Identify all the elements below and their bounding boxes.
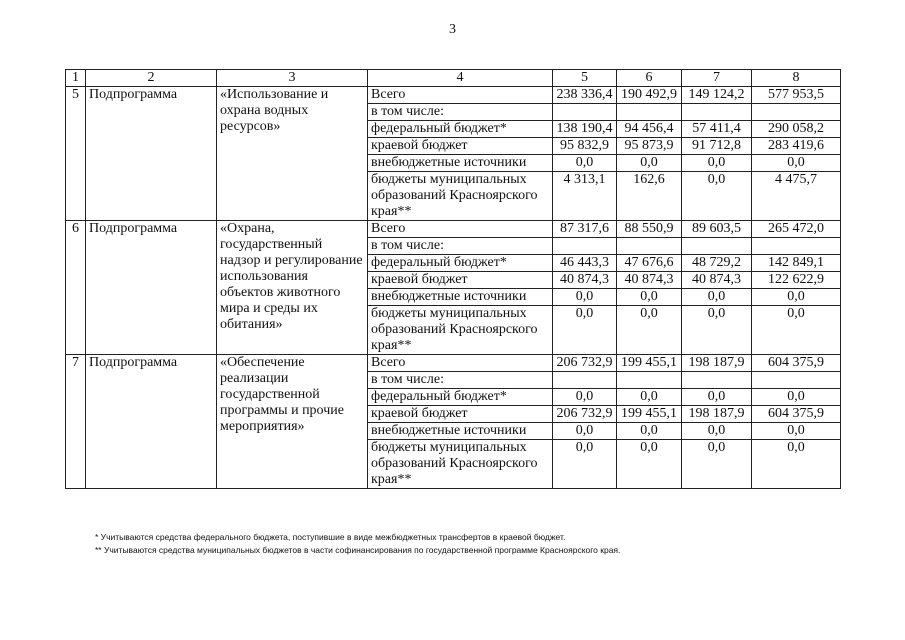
budget-table (65, 69, 841, 489)
amount-cell: 190 492,9 (617, 87, 682, 104)
page-number: 3 (449, 22, 456, 37)
amount-cell: 40 874,3 (682, 272, 752, 289)
amount-cell: 290 058,2 (752, 121, 841, 138)
amount-cell: 0,0 (553, 389, 617, 406)
amount-cell: 0,0 (752, 306, 841, 355)
funding-source-label: Всего (368, 221, 553, 238)
amount-cell: 0,0 (553, 423, 617, 440)
amount-cell (752, 372, 841, 389)
funding-source-label: в том числе: (368, 372, 553, 389)
funding-source-label: бюджеты муниципальных образований Красноярского края** (368, 440, 553, 489)
amount-cell: 0,0 (752, 155, 841, 172)
row-number: 7 (66, 355, 86, 489)
amount-cell: 604 375,9 (752, 355, 841, 372)
amount-cell (682, 238, 752, 255)
column-header: 4 (368, 70, 553, 87)
row-type: Подпрограмма (86, 87, 217, 221)
table-row (66, 355, 841, 372)
amount-cell (553, 372, 617, 389)
amount-cell: 0,0 (682, 172, 752, 221)
funding-source-label: Всего (368, 355, 553, 372)
column-header: 3 (217, 70, 368, 87)
amount-cell: 0,0 (752, 389, 841, 406)
amount-cell: 265 472,0 (752, 221, 841, 238)
amount-cell: 206 732,9 (553, 355, 617, 372)
funding-source-label: в том числе: (368, 238, 553, 255)
amount-cell (752, 104, 841, 121)
amount-cell: 40 874,3 (617, 272, 682, 289)
amount-cell: 162,6 (617, 172, 682, 221)
funding-source-label: федеральный бюджет* (368, 255, 553, 272)
amount-cell: 88 550,9 (617, 221, 682, 238)
funding-source-label: федеральный бюджет* (368, 121, 553, 138)
amount-cell: 0,0 (553, 440, 617, 489)
amount-cell: 199 455,1 (617, 406, 682, 423)
column-header: 1 (66, 70, 86, 87)
amount-cell (752, 238, 841, 255)
amount-cell: 40 874,3 (553, 272, 617, 289)
amount-cell: 142 849,1 (752, 255, 841, 272)
amount-cell: 0,0 (617, 289, 682, 306)
amount-cell: 0,0 (682, 289, 752, 306)
funding-source-label: федеральный бюджет* (368, 389, 553, 406)
funding-source-label: бюджеты муниципальных образований Красноярского края** (368, 172, 553, 221)
amount-cell: 0,0 (617, 440, 682, 489)
program-name: «Охрана, государственный надзор и регулирование использования объектов животного мира и среды их обитания» (217, 221, 368, 355)
amount-cell: 199 455,1 (617, 355, 682, 372)
row-number: 6 (66, 221, 86, 355)
amount-cell (553, 238, 617, 255)
column-header: 7 (682, 70, 752, 87)
amount-cell: 138 190,4 (553, 121, 617, 138)
amount-cell: 0,0 (682, 155, 752, 172)
amount-cell (682, 104, 752, 121)
column-header: 6 (617, 70, 682, 87)
row-number: 5 (66, 87, 86, 221)
footnotes (95, 531, 620, 557)
program-name: «Обеспечение реализации государственной программы и прочие мероприятия» (217, 355, 368, 489)
amount-cell: 0,0 (682, 440, 752, 489)
amount-cell: 198 187,9 (682, 355, 752, 372)
amount-cell: 0,0 (682, 423, 752, 440)
funding-source-label: внебюджетные источники (368, 155, 553, 172)
amount-cell: 206 732,9 (553, 406, 617, 423)
funding-source-label: краевой бюджет (368, 406, 553, 423)
funding-source-label: внебюджетные источники (368, 423, 553, 440)
funding-source-label: краевой бюджет (368, 272, 553, 289)
amount-cell: 0,0 (553, 306, 617, 355)
amount-cell: 47 676,6 (617, 255, 682, 272)
amount-cell: 122 622,9 (752, 272, 841, 289)
column-header: 5 (553, 70, 617, 87)
amount-cell: 89 603,5 (682, 221, 752, 238)
amount-cell: 283 419,6 (752, 138, 841, 155)
amount-cell: 198 187,9 (682, 406, 752, 423)
row-type: Подпрограмма (86, 221, 217, 355)
amount-cell: 577 953,5 (752, 87, 841, 104)
amount-cell: 4 475,7 (752, 172, 841, 221)
column-header: 8 (752, 70, 841, 87)
amount-cell (617, 104, 682, 121)
table-row (66, 221, 841, 238)
footnote: * Учитываются средства федерального бюджета, поступившие в виде межбюджетных трансфертов в краевой бюджет. (95, 532, 566, 542)
amount-cell: 0,0 (553, 289, 617, 306)
amount-cell: 0,0 (752, 423, 841, 440)
amount-cell: 94 456,4 (617, 121, 682, 138)
amount-cell: 57 411,4 (682, 121, 752, 138)
funding-source-label: бюджеты муниципальных образований Красноярского края** (368, 306, 553, 355)
column-header: 2 (86, 70, 217, 87)
funding-source-label: Всего (368, 87, 553, 104)
table-row (66, 87, 841, 104)
row-type: Подпрограмма (86, 355, 217, 489)
amount-cell: 4 313,1 (553, 172, 617, 221)
amount-cell: 95 832,9 (553, 138, 617, 155)
amount-cell: 46 443,3 (553, 255, 617, 272)
amount-cell (617, 372, 682, 389)
funding-source-label: внебюджетные источники (368, 289, 553, 306)
funding-source-label: краевой бюджет (368, 138, 553, 155)
amount-cell (553, 104, 617, 121)
amount-cell: 0,0 (617, 389, 682, 406)
amount-cell: 0,0 (617, 155, 682, 172)
amount-cell: 48 729,2 (682, 255, 752, 272)
amount-cell: 0,0 (682, 389, 752, 406)
funding-source-label: в том числе: (368, 104, 553, 121)
amount-cell: 238 336,4 (553, 87, 617, 104)
amount-cell (682, 372, 752, 389)
amount-cell: 0,0 (617, 306, 682, 355)
amount-cell: 87 317,6 (553, 221, 617, 238)
amount-cell: 604 375,9 (752, 406, 841, 423)
amount-cell: 91 712,8 (682, 138, 752, 155)
amount-cell: 95 873,9 (617, 138, 682, 155)
amount-cell: 0,0 (752, 289, 841, 306)
footnote: ** Учитываются средства муниципальных бюджетов в части софинансирования по государственной программе Красноярского края. (95, 545, 621, 555)
amount-cell: 149 124,2 (682, 87, 752, 104)
program-name: «Использование и охрана водных ресурсов» (217, 87, 368, 221)
amount-cell (617, 238, 682, 255)
amount-cell: 0,0 (682, 306, 752, 355)
amount-cell: 0,0 (553, 155, 617, 172)
table-header-row (66, 70, 841, 87)
amount-cell: 0,0 (617, 423, 682, 440)
amount-cell: 0,0 (752, 440, 841, 489)
